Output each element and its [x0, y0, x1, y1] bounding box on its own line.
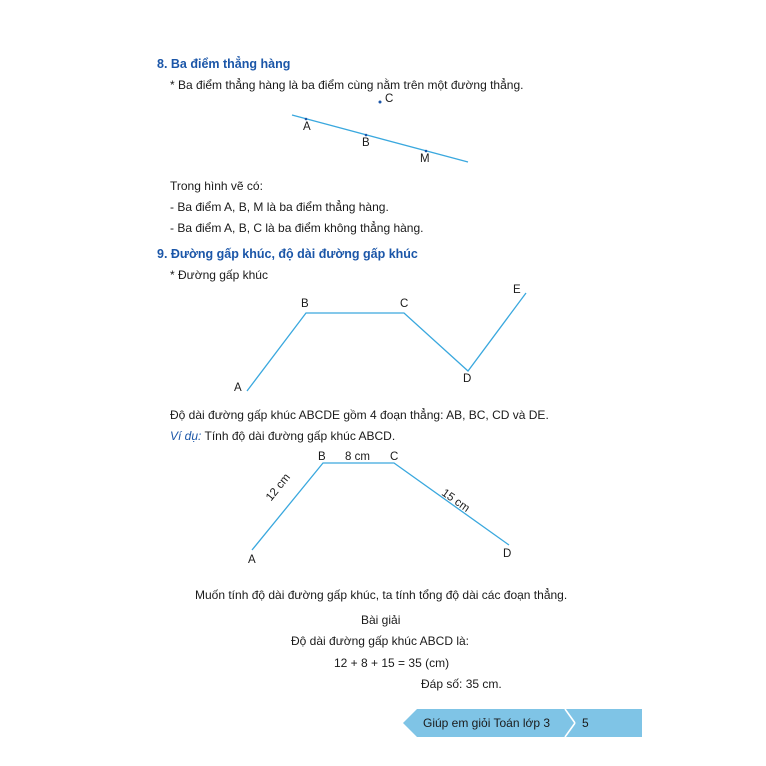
polyline-point-c-label: C [400, 298, 409, 310]
point-a-label: A [303, 121, 311, 133]
segment-cd-length: 15 cm [439, 487, 472, 515]
polyline-point-d-label: D [463, 373, 472, 385]
calculation-rule: Muốn tính độ dài đường gấp khúc, ta tính tổng độ dài các đoạn thẳng. [195, 588, 568, 602]
polyline-description: Độ dài đường gấp khúc ABCDE gồm 4 đoạn thẳng: AB, BC, CD và DE. [170, 408, 549, 422]
point-m-dot [425, 150, 428, 153]
segment-ab-length: 12 cm [264, 471, 294, 504]
polyline-point-a-label: A [234, 382, 242, 394]
example-point-c-label: C [390, 451, 399, 463]
figure-intro: Trong hình vẽ có: [170, 179, 263, 193]
example-point-a-label: A [248, 554, 256, 566]
point-c-dot [379, 101, 382, 104]
solution-calculation: 12 + 8 + 15 = 35 (cm) [334, 656, 450, 670]
collinear-definition: * Ba điểm thẳng hàng là ba điểm cùng nằm trên một đường thẳng. [170, 78, 524, 92]
point-c-label: C [385, 93, 394, 105]
example-point-b-label: B [318, 451, 326, 463]
straight-line [292, 115, 468, 162]
collinear-bullet-2: - Ba điểm A, B, C là ba điểm không thẳng hàng. [170, 221, 424, 235]
solution-title: Bài giải [361, 613, 401, 627]
solution-line: Độ dài đường gấp khúc ABCD là: [291, 634, 470, 648]
example-line [170, 429, 395, 443]
point-b-dot [365, 134, 368, 137]
section-9-title: 9. Đường gấp khúc, độ dài đường gấp khúc [157, 247, 418, 261]
polyline-subtitle: * Đường gấp khúc [170, 268, 268, 282]
polyline-point-b-label: B [301, 298, 309, 310]
point-a-dot [305, 118, 308, 121]
example-point-d-label: D [503, 548, 512, 560]
section-8-title: 8. Ba điểm thẳng hàng [157, 57, 291, 71]
collinear-bullet-1: - Ba điểm A, B, M là ba điểm thẳng hàng. [170, 200, 389, 214]
point-b-label: B [362, 137, 370, 149]
footer-page-number: 5 [582, 716, 589, 730]
example-text: Tính độ dài đường gấp khúc ABCD. [204, 429, 396, 443]
footer-book-title: Giúp em giỏi Toán lớp 3 [423, 716, 551, 730]
segment-bc-length: 8 cm [345, 451, 370, 463]
solution-answer: Đáp số: 35 cm. [421, 677, 502, 691]
polyline-point-e-label: E [513, 284, 521, 296]
polyline-abcde [247, 293, 526, 391]
example-label: Ví dụ: [170, 429, 202, 443]
point-m-label: M [420, 153, 430, 165]
